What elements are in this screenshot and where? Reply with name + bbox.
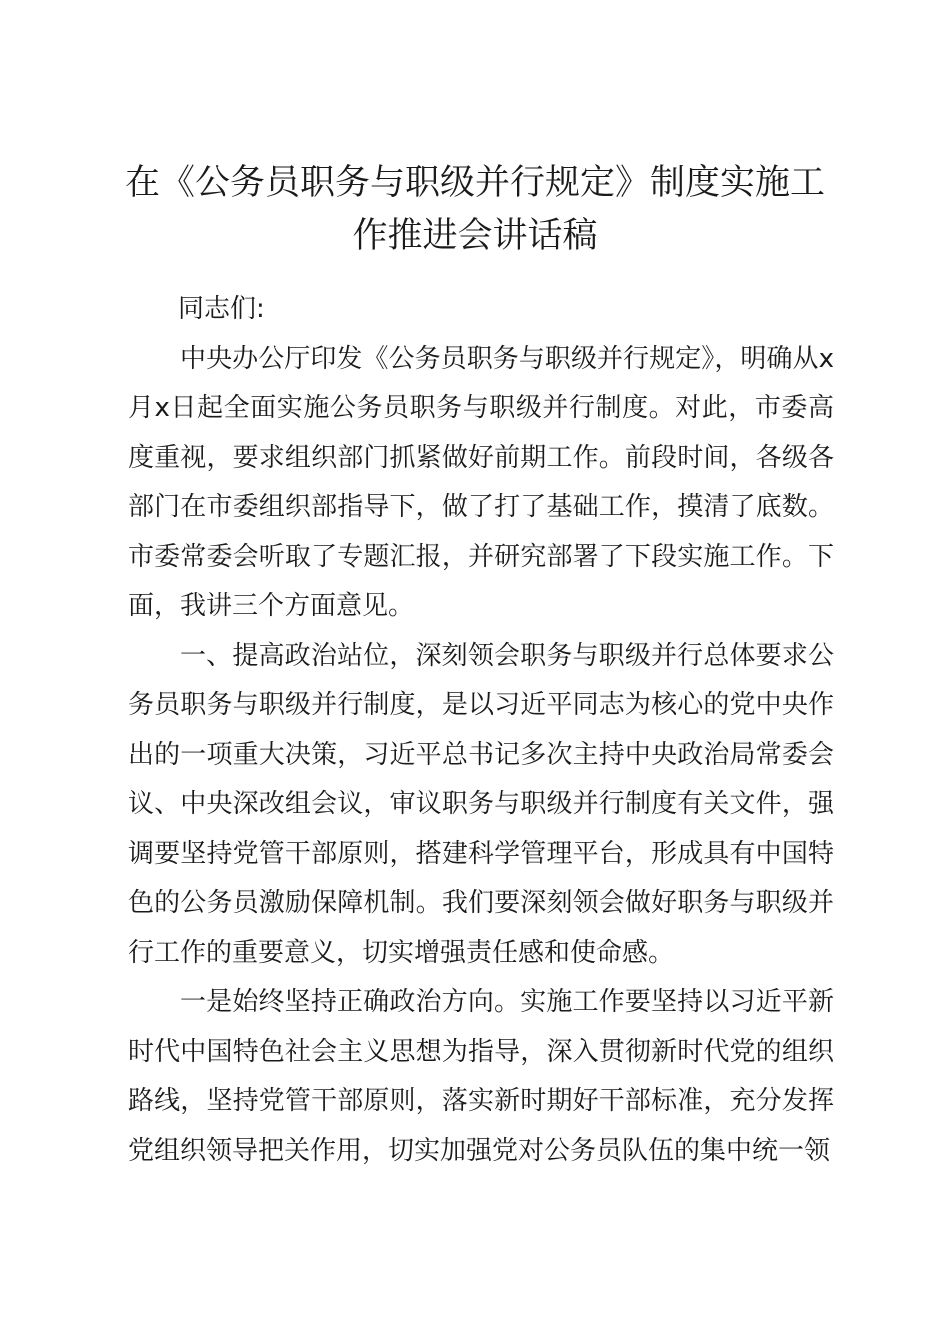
greeting: 同志们: xyxy=(178,294,265,324)
title-line-2: 作推进会讲话稿 xyxy=(352,216,598,256)
paragraph-point-one: 一是始终坚持正确政治方向。实施工作要坚持以习近平新时代中国特色社会主义思想为指导，深入贯彻新时代党的组织路线，坚持党管干部原则，落实新时期好干部标准，充分发挥党组织领导把关作用，切实加强党对公务员队伍的集中统一领 xyxy=(128,987,834,1166)
title-line-1: 在《公务员职务与职级并行规定》制度实施工 xyxy=(124,163,825,203)
document-body xyxy=(128,285,834,1176)
paragraph-intro: 中央办公厅印发《公务员职务与职级并行规定》，明确从x月x日起全面实施公务员职务与职级并行制度。对此，市委高度重视，要求组织部门抓紧做好前期工作。前段时间，各级各部门在市委组织部指导下，做了打了基础工作，摸清了底数。市委常委会听取了专题汇报，并研究部署了下段实施工作。下面，我讲三个方面意见。 xyxy=(128,343,834,621)
paragraph-section-one: 一、提高政治站位，深刻领会职务与职级并行总体要求公务员职务与职级并行制度，是以习近平同志为核心的党中央作出的一项重大决策，习近平总书记多次主持中央政治局常委会议、中央深改组会议，审议职务与职级并行制度有关文件，强调要坚持党管干部原则，搭建科学管理平台，形成具有中国特色的公务员激励保障机制。我们要深刻领会做好职务与职级并行工作的重要意义，切实增强责任感和使命感。 xyxy=(128,640,834,968)
document-title xyxy=(110,157,840,263)
